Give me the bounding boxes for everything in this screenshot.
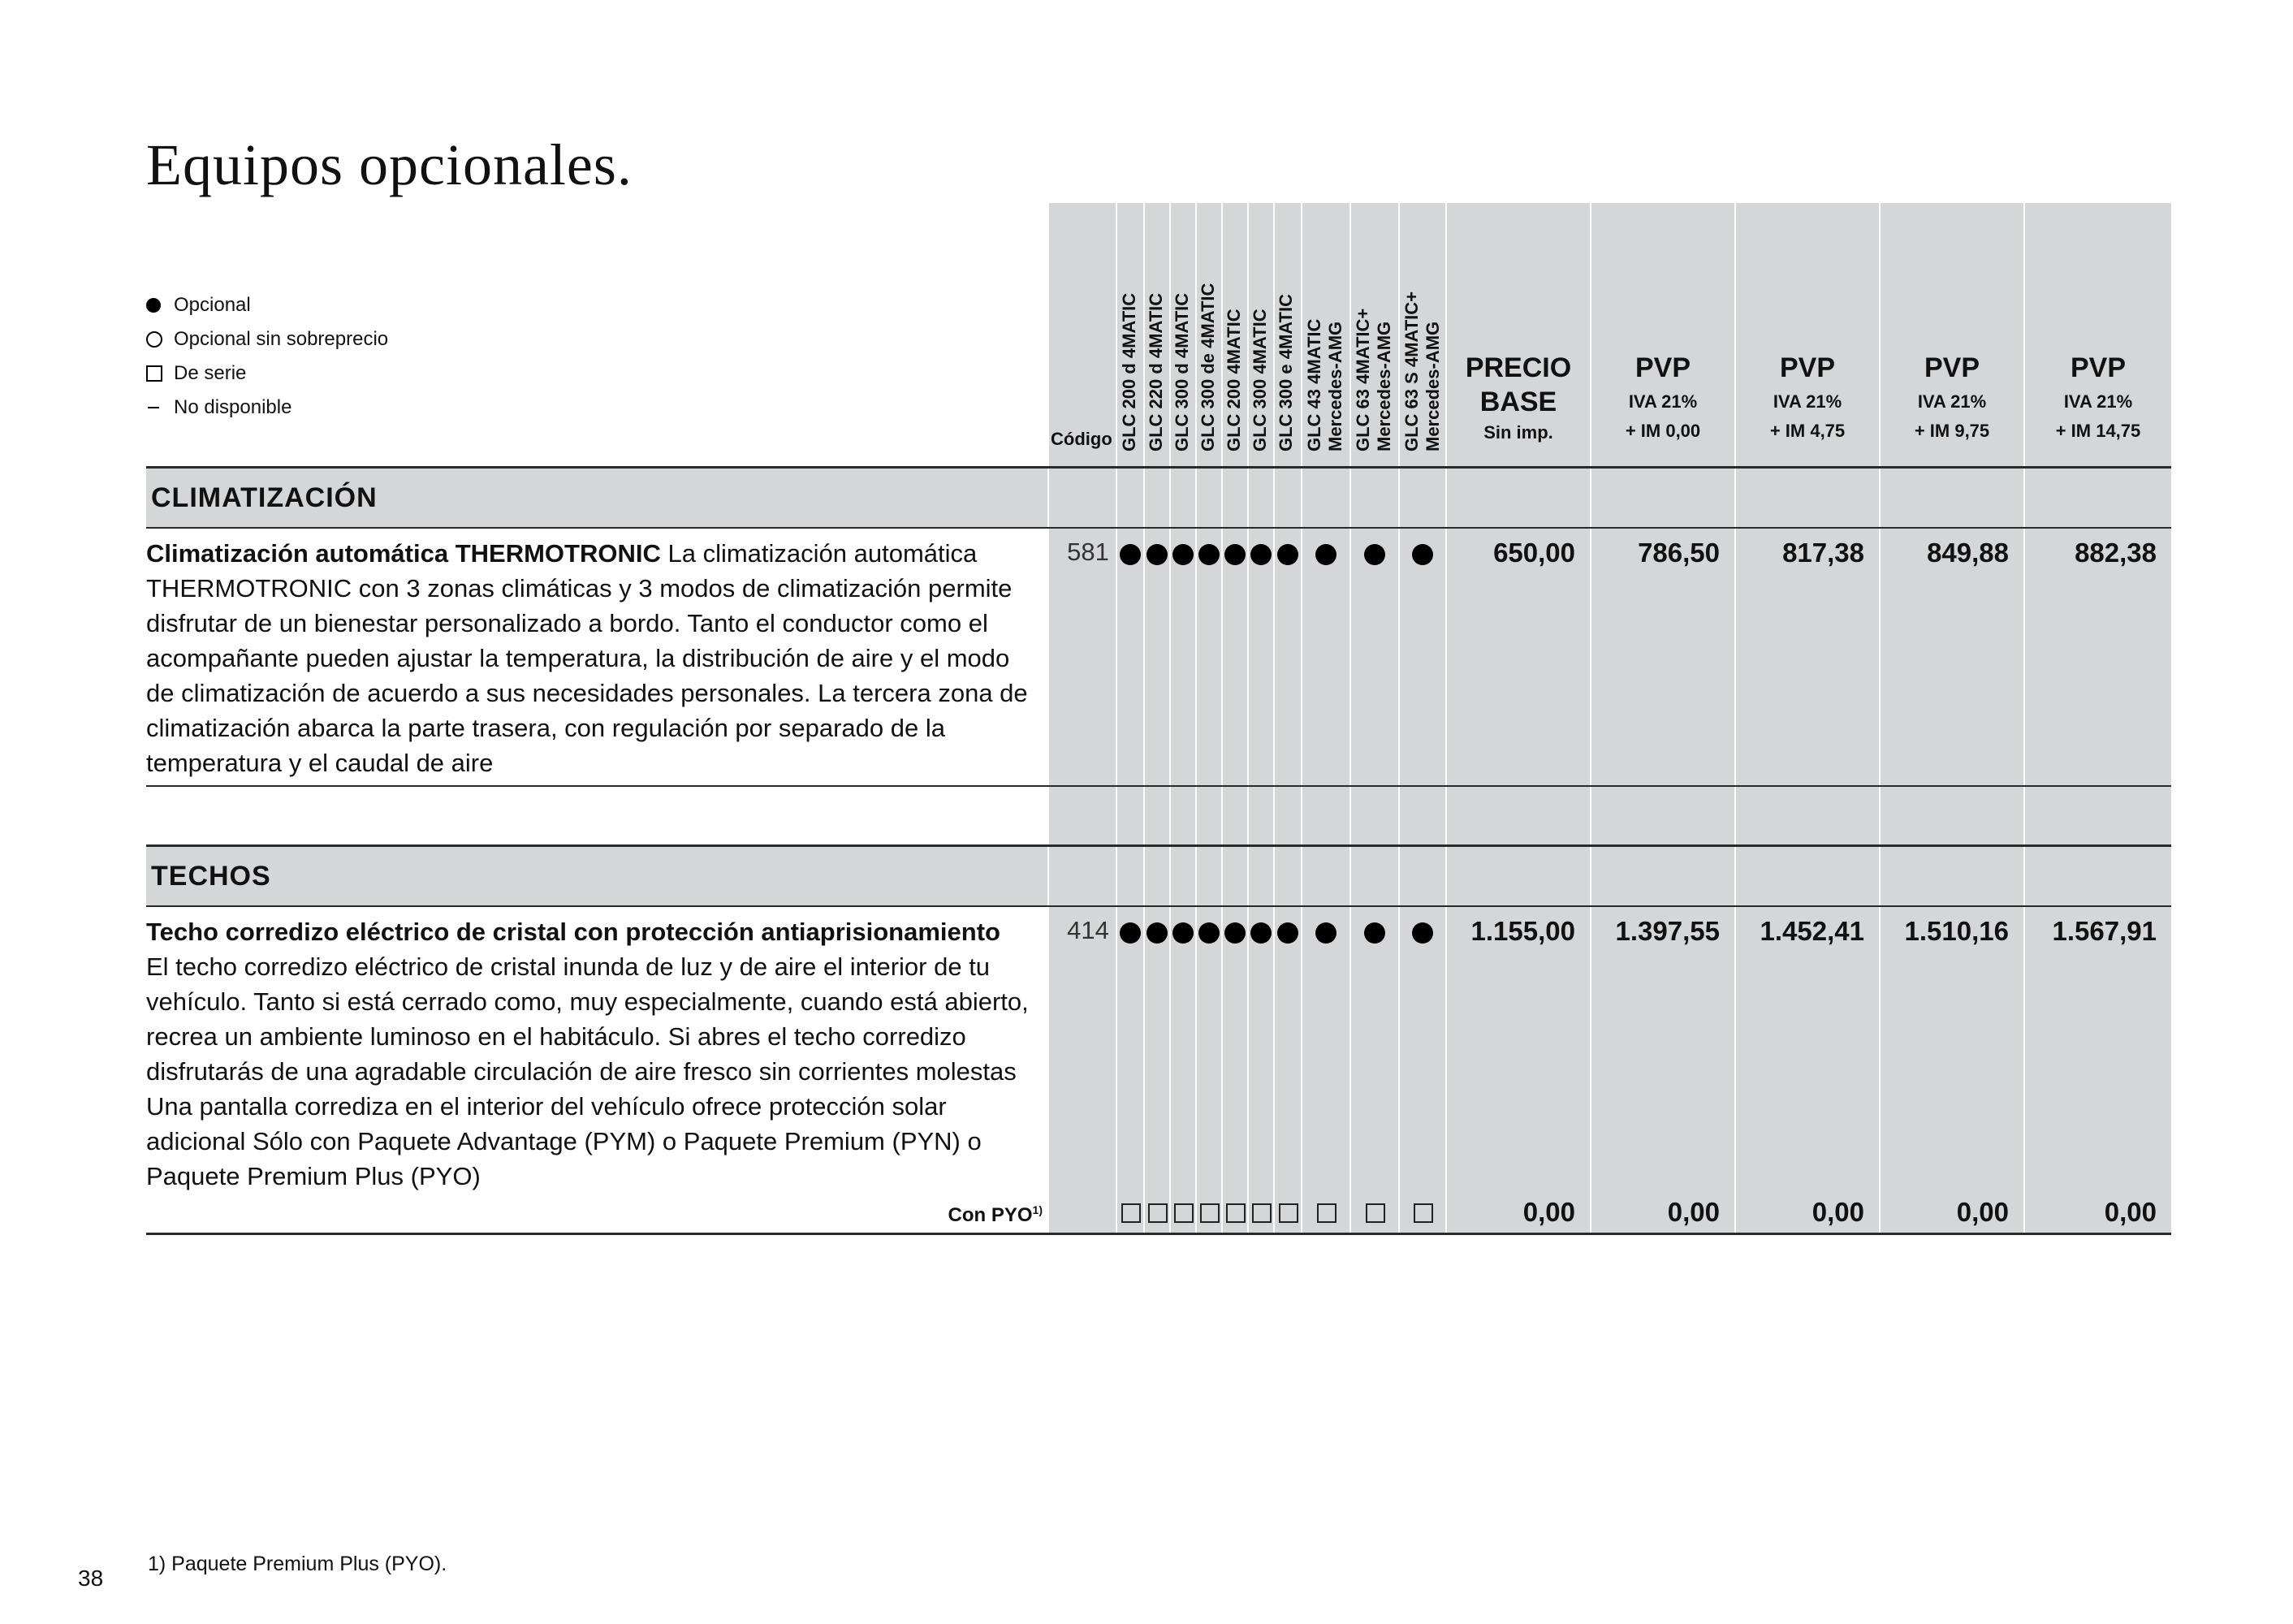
filled-circle-icon: [1146, 544, 1168, 565]
price-pvp: 786,50: [1638, 538, 1720, 568]
empty-square-icon: [1279, 1203, 1298, 1223]
model-header: GLC 300 e 4MATIC: [1276, 294, 1296, 451]
divider: [146, 1233, 2171, 1235]
legend-label: No disponible: [174, 396, 292, 418]
model-header: GLC 300 4MATIC: [1250, 309, 1270, 451]
price-pvp: 1.510,16: [1904, 916, 2009, 946]
filled-circle-icon: [1277, 544, 1298, 565]
model-header: GLC 300 d 4MATIC: [1172, 292, 1192, 451]
price-pvp: 1.452,41: [1760, 916, 1864, 946]
page-number: 38: [78, 1566, 104, 1591]
filled-circle-icon: [1412, 922, 1433, 944]
subrow-price-pvp: 0,00: [1956, 1197, 2009, 1227]
filled-circle-icon: [1224, 922, 1246, 944]
filled-circle-icon: [1120, 544, 1141, 565]
empty-square-icon: [1121, 1203, 1141, 1223]
filled-circle-icon: [146, 298, 161, 313]
empty-square-icon: [1200, 1203, 1220, 1223]
codigo-header: Código: [1051, 429, 1112, 449]
footnote: 1) Paquete Premium Plus (PYO).: [148, 1553, 447, 1575]
price-pvp: 1.567,91: [2052, 916, 2157, 946]
filled-circle-icon: [1364, 544, 1385, 565]
price-header-pvp: PVP IVA 21% + IM 9,75: [1914, 352, 1990, 441]
empty-square-icon: [1317, 1203, 1337, 1223]
empty-square-icon: [146, 365, 162, 382]
legend-optional: [146, 289, 251, 322]
filled-circle-icon: [1224, 544, 1246, 565]
price-header-pvp: PVP IVA 21% + IM 0,00: [1625, 352, 1701, 441]
empty-square-icon: [1414, 1203, 1433, 1223]
legend-standard: [146, 357, 246, 390]
filled-circle-icon: [1172, 544, 1194, 565]
legend-label: De serie: [174, 362, 247, 384]
model-header: GLC 63 4MATIC+ Mercedes-AMG: [1353, 308, 1394, 451]
price-header-pvp: PVP IVA 21% + IM 14,75: [2055, 352, 2141, 441]
subrow-price-pvp: 0,00: [2104, 1197, 2157, 1227]
filled-circle-icon: [1198, 922, 1220, 944]
dash-icon: [148, 407, 159, 408]
subrow-price-base: 0,00: [1522, 1197, 1575, 1227]
price-base: 650,00: [1493, 538, 1575, 568]
legend-optional-no-charge: [146, 323, 388, 356]
filled-circle-icon: [1120, 922, 1141, 944]
option-text: El techo corredizo eléctrico de cristal inunda de luz y de aire el interior de tu vehículo. Tanto si está cerrado como, muy especialmente, cuando está abierto, recrea un ambiente luminoso en el habitáculo. Si abres el techo corredizo disfrutarás de una agradable circulación de aire fresco sin corrientes molestas Una pantalla corrediza en el interior del vehículo ofrece protección solar adicional Sólo con Paquete Advantage (PYM) o Paquete Premium (PYN) o Paquete Premium Plus (PYO): [146, 952, 1029, 1190]
option-name: Techo corredizo eléctrico de cristal con protección antiaprisionamiento: [146, 918, 1000, 946]
model-header: GLC 43 4MATIC Mercedes-AMG: [1304, 318, 1345, 451]
price-base: 1.155,00: [1470, 916, 1575, 946]
option-name: Climatización automática THERMOTRONIC: [146, 539, 661, 568]
price-header-pvp: PVP IVA 21% + IM 4,75: [1769, 352, 1846, 441]
model-header: GLC 220 d 4MATIC: [1146, 292, 1166, 451]
option-description: [146, 914, 1043, 1194]
subrow-price-pvp: 0,00: [1812, 1197, 1864, 1227]
filled-circle-icon: [1412, 544, 1433, 565]
section-title: TECHOS: [151, 861, 271, 892]
subrow-price-pvp: 0,00: [1667, 1197, 1720, 1227]
subrow-label: Con PYO$^{1)}$: [948, 1203, 1043, 1226]
section-title: CLIMATIZACIÓN: [151, 482, 378, 513]
divider: [146, 905, 2171, 907]
filled-circle-icon: [1198, 544, 1220, 565]
price-pvp: 817,38: [1782, 538, 1864, 568]
legend-not-available: [146, 391, 291, 424]
price-pvp: 849,88: [1927, 538, 2009, 568]
model-header: GLC 200 4MATIC: [1224, 309, 1244, 451]
model-header: GLC 200 d 4MATIC: [1119, 292, 1139, 451]
empty-square-icon: [1174, 1203, 1194, 1223]
page-title: Equipos opcionales.: [146, 132, 633, 197]
code-column-bg: [1049, 203, 1116, 1234]
divider: [146, 527, 2171, 529]
filled-circle-icon: [1250, 922, 1272, 944]
empty-square-icon: [1252, 1203, 1272, 1223]
filled-circle-icon: [1146, 922, 1168, 944]
filled-circle-icon: [1277, 922, 1298, 944]
empty-square-icon: [1366, 1203, 1385, 1223]
option-text: La climatización automática THERMOTRONIC con 3 zonas climáticas y 3 modos de climatización permite disfrutar de un bienestar personalizado a bordo. Tanto el conductor como el acompañante pueden ajustar la temperatura, la distribución de aire y el modo de climatización de acuerdo a sus necesidades personales. La tercera zona de climatización abarca la parte trasera, con regulación por separado de la temperatura y el caudal de aire: [146, 539, 1028, 777]
legend-label: Opcional sin sobreprecio: [174, 328, 389, 350]
filled-circle-icon: [1364, 922, 1385, 944]
filled-circle-icon: [1250, 544, 1272, 565]
filled-circle-icon: [1172, 922, 1194, 944]
model-header: GLC 63 S 4MATIC+ Mercedes-AMG: [1401, 291, 1443, 451]
price-header-base: PRECIO BASE Sin imp.: [1465, 352, 1572, 443]
empty-square-icon: [1148, 1203, 1168, 1223]
model-header: GLC 300 de 4MATIC: [1198, 283, 1218, 451]
section-band: [146, 847, 1047, 905]
empty-circle-icon: [146, 331, 162, 348]
filled-circle-icon: [1315, 922, 1337, 944]
price-pvp: 882,38: [2075, 538, 2157, 568]
filled-circle-icon: [1315, 544, 1337, 565]
price-pvp: 1.397,55: [1615, 916, 1720, 946]
empty-square-icon: [1226, 1203, 1246, 1223]
legend-label: Opcional: [174, 294, 251, 316]
option-code: 581: [1067, 538, 1109, 566]
option-description: [146, 536, 1043, 780]
divider: [146, 785, 2171, 787]
option-code: 414: [1067, 916, 1109, 944]
